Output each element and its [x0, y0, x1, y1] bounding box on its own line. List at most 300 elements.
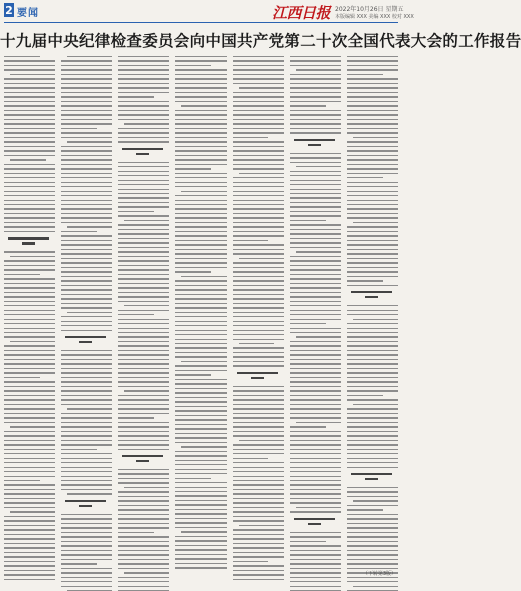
- text-line: [353, 137, 398, 138]
- text-line: [4, 150, 55, 151]
- text-line: [175, 222, 226, 223]
- text-line: [347, 150, 398, 151]
- text-line: [290, 247, 341, 248]
- text-line: [118, 350, 169, 351]
- text-line: [67, 141, 112, 142]
- text-line: [61, 253, 112, 254]
- text-line: [290, 184, 341, 185]
- text-line: [61, 559, 112, 560]
- text-line: [4, 132, 55, 133]
- text-line: [175, 563, 226, 564]
- text-line: [233, 413, 284, 414]
- text-line: [290, 372, 341, 373]
- text-line: [233, 191, 284, 192]
- text-line: [118, 435, 169, 436]
- text-line: [175, 536, 226, 537]
- text-line: [61, 182, 112, 183]
- text-line: [118, 74, 169, 75]
- text-line: [290, 484, 341, 485]
- text-line: [118, 408, 169, 409]
- text-line: [347, 422, 398, 423]
- text-line: [347, 96, 398, 97]
- text-line: [233, 294, 284, 295]
- text-line: [118, 278, 169, 279]
- text-line: [233, 356, 284, 357]
- text-line: [175, 343, 226, 344]
- text-line: [61, 377, 112, 378]
- text-line: [347, 105, 398, 106]
- text-line: [290, 386, 341, 387]
- text-line: [239, 258, 284, 259]
- text-line: [175, 244, 226, 245]
- text-line: [4, 78, 55, 79]
- text-line: [290, 404, 341, 405]
- text-line: [233, 574, 284, 575]
- text-line: [4, 60, 55, 61]
- text-line: [233, 114, 284, 115]
- text-line: [290, 399, 341, 400]
- text-line: [233, 177, 284, 178]
- text-line: [4, 186, 55, 187]
- text-line: [233, 69, 284, 70]
- text-line: [233, 352, 284, 353]
- text-line: [118, 65, 169, 66]
- text-line: [347, 390, 398, 391]
- text-line: [233, 132, 284, 133]
- text-line: [233, 141, 284, 142]
- text-line: [290, 233, 341, 234]
- text-line: [347, 186, 398, 187]
- text-line: [233, 493, 284, 494]
- text-line: [118, 180, 169, 181]
- text-line: [4, 363, 55, 364]
- text-line: [290, 476, 341, 477]
- text-line: [175, 455, 226, 456]
- text-line: [175, 226, 226, 227]
- text-line: [61, 363, 112, 364]
- text-line: [239, 173, 284, 174]
- text-line: [4, 128, 55, 129]
- text-line: [118, 469, 169, 470]
- text-line: [118, 274, 169, 275]
- text-line: [118, 56, 169, 57]
- text-line: [347, 226, 398, 227]
- text-line: [347, 350, 398, 351]
- text-line: [118, 444, 169, 445]
- text-line: [4, 168, 55, 169]
- text-line: [175, 406, 226, 407]
- text-line: [175, 96, 226, 97]
- text-line: [233, 453, 284, 454]
- text-line: [4, 543, 55, 544]
- text-line: [10, 341, 55, 342]
- text-line: [175, 155, 226, 156]
- text-line: [233, 507, 284, 508]
- text-line: [61, 359, 112, 360]
- issue-date: 2022年10月26日 星期五: [335, 6, 404, 13]
- text-line: [4, 292, 55, 293]
- text-line: [61, 132, 112, 133]
- text-line: [233, 217, 284, 218]
- text-line: [290, 119, 341, 120]
- text-line: [118, 328, 169, 329]
- text-line: [290, 283, 341, 284]
- text-line: [347, 310, 398, 311]
- section-subheading: [61, 335, 112, 345]
- text-line: [118, 426, 169, 427]
- text-line: [67, 408, 112, 409]
- text-line: [290, 568, 341, 569]
- text-line: [4, 87, 55, 88]
- text-line: [4, 141, 55, 142]
- text-line: [4, 565, 55, 566]
- text-line: [290, 581, 341, 582]
- text-line: [233, 458, 269, 459]
- article-title: 十九届中央纪律检查委员会向中国共产党第二十次全国代表大会的工作报告: [0, 32, 521, 50]
- text-line: [4, 65, 55, 66]
- text-line: [4, 213, 55, 214]
- text-line: [233, 444, 284, 445]
- text-line: [118, 581, 169, 582]
- page-number-badge: 2: [5, 3, 13, 17]
- text-line: [290, 563, 341, 564]
- text-line: [10, 256, 55, 257]
- text-line: [233, 404, 284, 405]
- text-line: [347, 449, 398, 450]
- text-line: [175, 267, 226, 268]
- text-line: [347, 258, 398, 259]
- text-line: [233, 435, 284, 436]
- text-line: [233, 182, 284, 183]
- text-line: [118, 413, 169, 414]
- text-line: [233, 431, 284, 432]
- text-line: [347, 458, 398, 459]
- text-line: [233, 511, 284, 512]
- text-line: [4, 547, 55, 548]
- text-line: [118, 251, 169, 252]
- text-line: [290, 444, 341, 445]
- text-line: [175, 401, 226, 402]
- text-line: [233, 480, 284, 481]
- text-line: [290, 292, 341, 293]
- text-line: [239, 343, 275, 344]
- text-line: [233, 399, 284, 400]
- text-line: [61, 173, 112, 174]
- text-line: [290, 83, 341, 84]
- text-line: [61, 577, 112, 578]
- text-line: [233, 213, 284, 214]
- text-line: [118, 233, 169, 234]
- text-line: [290, 440, 341, 441]
- text-line: [175, 549, 226, 550]
- text-line: [290, 260, 341, 261]
- text-line: [175, 177, 226, 178]
- text-line: [118, 536, 169, 537]
- editor-credits: 本版编辑 XXX 美编 XXX 校对 XXX: [335, 14, 414, 20]
- text-line: [290, 296, 341, 297]
- text-line: [175, 370, 226, 371]
- text-line: [347, 65, 398, 66]
- text-line: [61, 523, 112, 524]
- text-line: [175, 518, 226, 519]
- text-line: [290, 449, 341, 450]
- text-line: [175, 164, 226, 165]
- text-line: [347, 182, 398, 183]
- text-line: [61, 208, 112, 209]
- text-line: [4, 552, 55, 553]
- text-line: [4, 200, 55, 201]
- text-line: [347, 132, 398, 133]
- text-line: [61, 168, 112, 169]
- header-rule: [4, 22, 398, 23]
- text-line: [175, 495, 226, 496]
- text-line: [118, 189, 169, 190]
- text-line: [233, 529, 284, 530]
- text-line: [347, 341, 398, 342]
- text-line: [290, 87, 341, 88]
- text-line: [233, 347, 284, 348]
- text-line: [233, 471, 284, 472]
- section-name: 要闻: [17, 8, 39, 19]
- text-line: [4, 372, 55, 373]
- text-line: [290, 467, 341, 468]
- text-line: [353, 404, 398, 405]
- text-line: [233, 123, 284, 124]
- text-line: [290, 536, 341, 537]
- text-line: [61, 119, 112, 120]
- text-line: [4, 260, 55, 261]
- text-line: [233, 105, 284, 106]
- text-line: [175, 101, 226, 102]
- text-line: [347, 314, 398, 315]
- text-line: [118, 162, 169, 163]
- text-line: [4, 574, 55, 575]
- text-line: [118, 500, 169, 501]
- text-line: [233, 78, 284, 79]
- text-line: [124, 305, 169, 306]
- text-line: [290, 359, 341, 360]
- text-line: [61, 191, 112, 192]
- text-line: [347, 235, 398, 236]
- text-line: [118, 301, 169, 302]
- text-line: [4, 534, 55, 535]
- text-line: [290, 395, 341, 396]
- text-line: [4, 529, 55, 530]
- text-line: [61, 572, 112, 573]
- text-line: [233, 307, 284, 308]
- text-line: [175, 307, 226, 308]
- text-line: [118, 283, 169, 284]
- text-line: [61, 69, 112, 70]
- text-line: [290, 206, 341, 207]
- text-line: [118, 431, 169, 432]
- text-line: [233, 231, 284, 232]
- text-line: [233, 579, 284, 580]
- text-line: [118, 363, 169, 364]
- text-line: [290, 123, 341, 124]
- text-line: [175, 150, 226, 151]
- text-line: [290, 197, 341, 198]
- text-line: [233, 60, 284, 61]
- text-line: [61, 381, 112, 382]
- text-line: [61, 453, 112, 454]
- text-line: [290, 471, 341, 472]
- text-line: [233, 204, 284, 205]
- text-line: [347, 267, 398, 268]
- text-line: [4, 137, 55, 138]
- text-line: [290, 175, 341, 176]
- text-line: [118, 559, 169, 560]
- text-line: [233, 240, 269, 241]
- text-line: [233, 262, 284, 263]
- text-line: [347, 381, 398, 382]
- text-line: [290, 305, 341, 306]
- text-line: [347, 155, 398, 156]
- text-line: [347, 431, 398, 432]
- text-line: [4, 516, 55, 517]
- text-line: [61, 164, 112, 165]
- text-line: [61, 159, 112, 160]
- text-line: [118, 527, 169, 528]
- text-line: [4, 283, 55, 284]
- text-line: [290, 413, 341, 414]
- text-line: [175, 182, 226, 183]
- text-line: [118, 141, 169, 142]
- text-line: [233, 386, 284, 387]
- text-line: [175, 186, 226, 187]
- section-subheading: [290, 138, 341, 148]
- text-line: [175, 168, 211, 169]
- text-line: [61, 114, 112, 115]
- text-line: [118, 69, 169, 70]
- text-line: [296, 166, 341, 167]
- text-line: [61, 222, 112, 223]
- text-line: [347, 487, 398, 488]
- text-line: [347, 280, 383, 281]
- text-line: [175, 424, 226, 425]
- text-line: [61, 444, 112, 445]
- text-line: [175, 208, 226, 209]
- text-line: [290, 310, 341, 311]
- text-line: [347, 141, 398, 142]
- text-line: [4, 287, 55, 288]
- text-line: [118, 256, 169, 257]
- text-line: [118, 128, 169, 129]
- text-line: [175, 289, 226, 290]
- text-line: [290, 390, 341, 391]
- text-line: [4, 525, 55, 526]
- text-line: [118, 92, 169, 93]
- text-line: [4, 467, 55, 468]
- text-column: [61, 56, 112, 572]
- text-line: [175, 159, 226, 160]
- text-line: [175, 392, 226, 393]
- text-line: [4, 422, 55, 423]
- text-line: [4, 395, 55, 396]
- text-line: [175, 379, 226, 380]
- text-line: [61, 307, 112, 308]
- text-line: [61, 399, 112, 400]
- text-line: [118, 269, 169, 270]
- text-line: [61, 390, 112, 391]
- text-line: [61, 550, 112, 551]
- text-line: [4, 440, 55, 441]
- text-line: [61, 372, 112, 373]
- text-line: [181, 361, 226, 362]
- text-line: [233, 186, 284, 187]
- text-line: [175, 365, 226, 366]
- text-line: [239, 440, 284, 441]
- text-line: [61, 518, 112, 519]
- text-line: [4, 173, 55, 174]
- text-line: [233, 552, 284, 553]
- text-line: [61, 276, 112, 277]
- text-line: [118, 491, 169, 492]
- text-line: [118, 310, 169, 311]
- text-line: [347, 92, 398, 93]
- text-line: [118, 215, 169, 216]
- text-line: [175, 240, 226, 241]
- text-line: [118, 482, 169, 483]
- text-line: [124, 123, 169, 124]
- text-line: [347, 345, 398, 346]
- text-line: [118, 345, 169, 346]
- text-line: [61, 527, 112, 528]
- text-line: [61, 200, 112, 201]
- text-line: [61, 316, 112, 317]
- text-line: [4, 484, 55, 485]
- text-line: [61, 404, 112, 405]
- text-column: [118, 56, 169, 572]
- text-line: [61, 563, 97, 564]
- text-line: [290, 480, 341, 481]
- text-line: [118, 96, 154, 97]
- text-line: [61, 458, 112, 459]
- text-line: [4, 191, 55, 192]
- text-line: [4, 413, 55, 414]
- text-line: [4, 123, 55, 124]
- text-line: [118, 287, 169, 288]
- text-line: [61, 554, 112, 555]
- text-line: [181, 276, 226, 277]
- text-line: [233, 476, 284, 477]
- text-line: [118, 532, 154, 533]
- text-line: [118, 449, 169, 450]
- text-line: [61, 105, 112, 106]
- text-line: [118, 505, 169, 506]
- text-line: [61, 83, 112, 84]
- text-line: [4, 226, 55, 227]
- text-line: [61, 536, 112, 537]
- text-line: [347, 83, 398, 84]
- text-line: [4, 114, 55, 115]
- continued-note: （下转第3版）: [362, 571, 396, 577]
- text-line: [347, 568, 398, 569]
- text-line: [175, 437, 226, 438]
- text-line: [175, 428, 226, 429]
- text-line: [290, 238, 341, 239]
- text-line: [118, 341, 169, 342]
- text-line: [118, 101, 169, 102]
- text-line: [61, 325, 112, 326]
- text-line: [233, 489, 284, 490]
- text-line: [233, 422, 284, 423]
- text-line: [347, 505, 398, 506]
- text-line: [124, 390, 169, 391]
- text-line: [4, 444, 55, 445]
- text-line: [175, 410, 226, 411]
- text-line: [118, 368, 169, 369]
